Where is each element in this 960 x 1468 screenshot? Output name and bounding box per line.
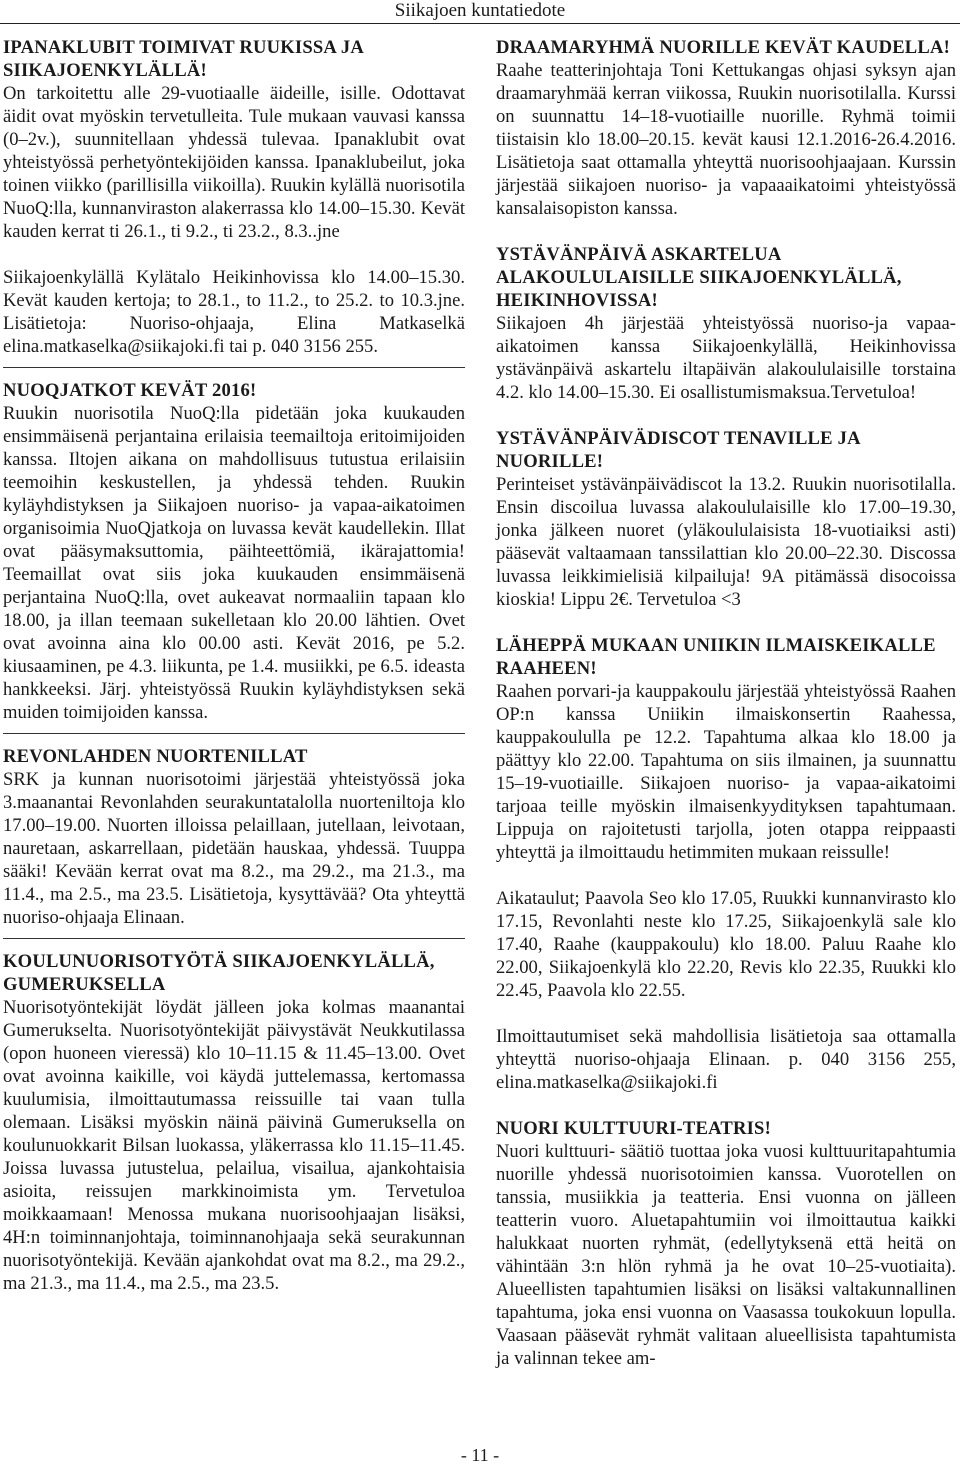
section-body: Aikataulut; Paavola Seo klo 17.05, Ruukki kunnanvirasto klo 17.15, Revonlahti neste klo 17.25, Siikajoenkylä sale klo 17.40, Raahe (kauppakoulu) klo 18.00. Paluu Raahe klo 22.00, Siikajoenkylä klo 22.20, Revis klo 22.35, Ruukki klo 22.45, Paavola klo 22.55. [496, 888, 956, 1001]
header-rule [0, 23, 960, 24]
section-body: Ruukin nuorisotila NuoQ:lla pidetään joka kuukauden ensimmäisenä perjantaina erilaisia teemailtoja eritoimijoiden kanssa. Iltojen aikana on mahdollisuus tutustua erilaisiin teemoihin keskustellen, ja yhdessä tehden. Ruukin kyläyhdistyksen ja Siikajoen nuoriso- ja vapaa-aikatoimen organisoimia NuoQjatkoja on luvassa kevät kaudellekin. Illat ovat pääsymaksuttomia, päihteettömiä, ikärajattomia! Teemaillat ovat siis joka kuukauden ensimmäisenä perjantaina NuoQ:lla, ovet aukeavat normaaliin tapaan klo 18.00, ja illan teemaan sukelletaan klo 20.00 lähtien. Ovet ovat avoinna aina klo 00.00 asti. Kevät 2016, pe 5.2. kiusaaminen, pe 4.3. liikunta, pe 1.4. musiikki, pe 6.5. ideasta hankkeeksi. Järj. yhteistyössä Ruukin kyläyhdistyksen sekä muiden toimijoiden kanssa. [3, 403, 465, 723]
section-body: Ilmoittautumiset sekä mahdollisia lisätietoja saa ottamalla yhteyttä nuoriso-ohjaaja Elinaan. p. 040 3156 255, elina.matkaselka@siikajoki.fi [496, 1026, 956, 1093]
section-heading: NUOQJATKOT KEVÄT 2016! [3, 380, 257, 401]
paragraph-gap [496, 864, 956, 887]
section-heading: KOULUNUORISOTYÖTÄ SIIKAJOENKYLÄLLÄ, GUMERUKSELLA [3, 951, 435, 995]
section-gap [496, 611, 956, 634]
paragraph-gap [3, 243, 465, 266]
section-body: Nuorisotyöntekijät löydät jälleen joka kolmas maanantai Gumerukselta. Nuorisotyöntekijät päivystävät Neukkutilassa (opon huoneen vieressä) klo 10–11.15 & 11.45–13.00. Ovet ovat avoinna kaikille, voi käydä juttelemassa, kertomassa kuulumisia, ilmoittautumassa reissuille tai vaan tulla olemaan. Lisäksi myöskin näinä päivinä Gumeruksella on koulunuokkarit Bilsan luokassa, yläkerrassa klo 11.15–11.45. Joissa luvassa jutustelua, pelailua, visailua, ajankohtaisia asioita, reissujen markkinoimista ym. Tervetuloa moikkaamaan! Menossa mukana nuorisoohjaajan lisäksi, 4H:n toiminnanjohtaja, toiminnanohjaaja sekä seurakunnan nuorisotyöntekijä. Kevään ajankohdat ovat ma 8.2., ma 29.2., ma 21.3., ma 11.4., ma 2.5., ma 23.5. [3, 997, 465, 1294]
section-ystavanpaiva-askartelu [496, 243, 956, 404]
section-body: On tarkoitettu alle 29-vuotiaalle äideille, isille. Odottavat äidit ovat myöskin tervetulleita. Tule mukaan vauvasi kanssa (0–2v.), suunnitellaan yhdessä tulevaa. Ipanaklubit ovat yhteistyössä perhetyöntekijöiden kanssa. Ipanaklubeilut, joka toinen viikko (parillisilla viikoilla). Ruukin kylällä nuorisotila NuoQ:lla, kunnanviraston alakerrassa klo 14.00–15.30. Kevät kauden kerrat ti 26.1., ti 9.2., ti 23.2., 8.3..jne [3, 83, 465, 242]
page-number: - 11 - [458, 1445, 502, 1465]
section-uniikki [496, 634, 956, 1094]
section-divider [3, 938, 465, 939]
section-teatris [496, 1117, 956, 1370]
section-heading: LÄHEPPÄ MUKAAN UNIIKIN ILMAISKEIKALLE RAAHEEN! [496, 635, 936, 679]
section-body: Siikajoen 4h järjestää yhteistyössä nuoriso-ja vapaa-aikatoimen kanssa Siikajoenkylällä, Heikinhovissa ystävänpäivä askartelu iltapäivän alakoululaisille torstaina 4.2. klo 14.00–15.30. Ei osallistumismaksua.Tervetuloa! [496, 313, 956, 403]
section-body: Raahe teatterinjohtaja Toni Kettukangas ohjasi syksyn ajan draamaryhmää kerran viikossa, Ruukin nuorisotilalla. Kurssi on suunnattu 14–18-vuotiaille nuorille. Ryhmä toimii tiistaisin klo 18.00–20.15. kevät kausi 12.1.2016-26.4.2016. Lisätietoja saat ottamalla yhteyttä nuorisoohjaajaan. Kurssin järjestää siikajoen nuoriso- ja vapaaaikatoimi yhteistyössä kansalaisopiston kanssa. [496, 60, 956, 219]
page-header [0, 0, 960, 24]
section-ystavanpaivadisco [496, 427, 956, 611]
section-body: Siikajoenkylällä Kylätalo Heikinhovissa klo 14.00–15.30. Kevät kauden kertoja; to 28.1., to 11.2., to 25.2. to 10.3.jne. Lisätietoja: Nuoriso-ohjaaja, Elina Matkaselkä elina.matkaselka@siikajoki.fi tai p. 040 3156 255. [3, 267, 465, 357]
section-divider [3, 733, 465, 734]
section-heading: YSTÄVÄNPÄIVÄDISCOT TENAVILLE JA NUORILLE! [496, 428, 860, 472]
section-ipanaklubit [3, 36, 465, 358]
section-gap [496, 404, 956, 427]
section-heading: NUORI KULTTUURI-TEATRIS! [496, 1118, 771, 1139]
right-column [496, 36, 956, 1370]
section-body: Raahen porvari-ja kauppakoulu järjestää yhteistyössä Raahen OP:n kanssa Uniikin ilmaiskonsertin Raahessa, kauppakoululla pe 12.2. Tapahtuma alkaa klo 18.00 ja päättyy klo 22.00. Tapahtuma on siis ilmainen, ja suunnattu 15–19-vuotiaille. Siikajoen nuoriso- ja vapaa-aikatoimi tarjoaa teille myöskin ilmaisenkyydityksen tapahtumaan. Lippuja on rajoitetusti tarjolla, joten otappa reippaasti yhteyttä ja ilmoittaudu hetimmiten mukaan reissulle! [496, 681, 956, 863]
section-body: SRK ja kunnan nuorisotoimi järjestää yhteistyössä joka 3.maanantai Revonlahden seurakuntatalolla nuorteniltoja klo 17.00–19.00. Nuorten illoissa pelaillaan, jutellaan, leivotaan, nauretaan, askarrellaan, pidetään hauskaa, yhdessä. Tuuppa sääki! Kevään kerrat ovat ma 8.2., ma 29.2., ma 21.3., ma 11.4., ma 2.5., ma 23.5. Lisätietoja, kysyttävää? Ota yhteyttä nuoriso-ohjaaja Elinaan. [3, 769, 465, 928]
header-title [0, 0, 960, 22]
section-divider [3, 367, 465, 368]
section-body: Perinteiset ystävänpäivädiscot la 13.2. Ruukin nuorisotilalla. Ensin discoilua luvassa alakoululaisille klo 17.00–19.30, jonka jälkeen nuoret (yläkoululaisista 18-vuotiaiksi asti) pääsevät valtaamaan tanssilattian klo 20.00–22.30. Discossa luvassa leikkimielisiä kilpailuja! 9A pitämässä disocoissa kioskia! Lippu 2€. Tervetuloa <3 [496, 474, 956, 610]
section-heading: DRAAMARYHMÄ NUORILLE KEVÄT KAUDELLA! [496, 37, 951, 58]
section-heading: IPANAKLUBIT TOIMIVAT RUUKISSA JA SIIKAJOENKYLÄLLÄ! [3, 37, 363, 81]
section-heading: YSTÄVÄNPÄIVÄ ASKARTELUA ALAKOULULAISILLE SIIKAJOENKYLÄLLÄ, HEIKINHOVISSA! [496, 244, 902, 311]
section-gap [496, 1094, 956, 1117]
section-heading: REVONLAHDEN NUORTENILLAT [3, 746, 308, 767]
section-nuoqjatkot [3, 379, 465, 724]
section-koulunuorisotyo [3, 950, 465, 1295]
section-body: Nuori kulttuuri- säätiö tuottaa joka vuosi kulttuuritapahtumia nuorille yhdessä nuorisotoimien kanssa. Vuorotellen on tanssia, musiikkia ja teatteria. Ensi vuonna on jälleen teatterin vuoro. Aluetapahtumiin voi ilmoittautua kaikki halukkaat nuorten ryhmät, (edellytyksenä että heitä on vähintään 3:n hlön ryhmä ja he ovat 10–25-vuotiaita). Alueellisten tapahtumien lisäksi on lisäksi valtakunnallinen tapahtuma, joka ensi vuonna on Vaasassa toukokuun lopulla. Vaasaan pääsevät ryhmät valitaan alueellisista tapahtumista ja valinnan tekee am- [496, 1141, 956, 1369]
section-draamaryhma [496, 36, 956, 220]
page-footer [0, 1444, 960, 1466]
paragraph-gap [496, 1002, 956, 1025]
section-gap [496, 220, 956, 243]
header-title-text: Siikajoen kuntatiedote [389, 0, 571, 21]
section-revonlahti [3, 745, 465, 929]
left-column [3, 36, 465, 1295]
